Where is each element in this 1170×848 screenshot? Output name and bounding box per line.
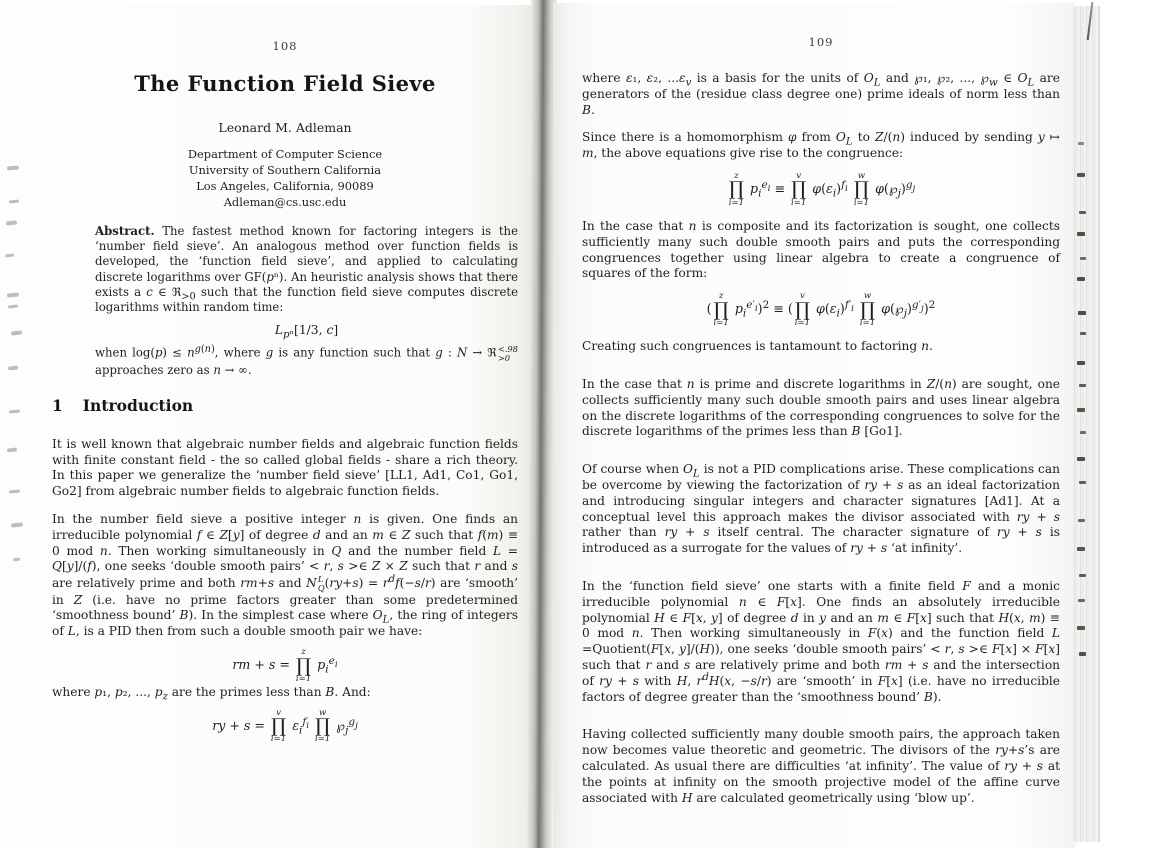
- fore-edge-ink-mark: [1079, 384, 1086, 387]
- fore-edge-ink-mark: [1078, 142, 1084, 145]
- affiliation-email: Adleman@cs.usc.edu: [223, 195, 347, 209]
- fore-edge-ink-mark: [1078, 599, 1085, 602]
- fore-edge-ink-mark: [1079, 652, 1086, 656]
- fore-edge-ink-mark: [1077, 457, 1085, 461]
- right-page-number: 109: [808, 35, 834, 49]
- fore-edge-ink-mark: [1079, 574, 1086, 577]
- equation-congruence: z ∏ i=1 $p_i^{e_i}$ ≡ v ∏ i=1 $\varphi(\varepsilon_i)^{f_i}$ w ∏ i=1 $\varphi(℘_j)^{g_j}$: [728, 170, 916, 208]
- left-page-number: 108: [272, 39, 298, 53]
- collected-pairs-paragraph: Having collected sufficiently many double smooth pairs, the approach taken now becomes value theoretic and geometric. The divisors of the ry+s’s are calculated. As usual there are difficulties ‘at infinity’. The value of ry + s at the points at infinity on the smooth projective model of the affine curve associated with H are calculated geometrically using ‘blow up’.: [582, 727, 1061, 805]
- intro-paragraph: It is well known that algebraic number fields and algebraic function fields with finite constant field - the so called global fields - share a rich theory. In this paper we generalize the ‘number field sieve’ [LL1, Ad1, Co1, Go1, Go2] from algebraic number fields to algebraic function fields.: [52, 436, 518, 499]
- units-basis-paragraph: where ε₁, ε₂, $...\varepsilon_v$ is a basis for the units of $O_L$ and ℘₁, ℘₂, ..., $℘_w$ ∈ $O_L$ are generators of the (residue class degree one) prime ideals of norm less than B.: [582, 71, 1060, 117]
- section-title: Introduction: [82, 395, 194, 415]
- primes-less-than-B-line: where p₁, p₂, ..., $p_z$ are the primes less than B. And:: [52, 685, 371, 703]
- fore-edge-ink-mark: [1077, 408, 1085, 412]
- equation-congruence-of-squares: ( z ∏ i=1 $p_i^{e'_i})^2$ ≡ ( v ∏ i=1 $\varphi(\varepsilon_i)^{f'_i}$ w ∏ i=1 $\varphi(℘_j)^{g'_j})^2$: [706, 291, 936, 328]
- right-page: [553, 3, 1075, 848]
- fore-edge-ink-mark: [1077, 232, 1085, 236]
- equation-rm-plus-s: rm + s = z ∏ i=1 $p_i^{e_i}$: [232, 647, 338, 684]
- right-page-column: [582, 3, 1060, 806]
- book-fore-edge: [1072, 6, 1100, 842]
- fore-edge-ink-mark: [1077, 173, 1085, 177]
- fore-edge-ink-mark: [1079, 211, 1086, 214]
- section-heading-introduction: [52, 396, 518, 415]
- fore-edge-ink-mark: [1078, 519, 1085, 522]
- abstract-runtime-formula: $L_{p^n}[1/3$, c]: [274, 323, 339, 341]
- pid-complications-paragraph: Of course when $O_L$ is not a PID complications arise. These complications can be overcome by viewing the factorization of ry + s as an ideal factorization and introducing singular integers and character signatures [Ad1]. At a conceptual level this approach makes the divisor associated with ry + s rather than ry + s itself central. The character signature of ry + s is introduced as a surrogate for the values of ry + s ‘at infinity’.: [582, 462, 1060, 556]
- fore-edge-ink-mark: [1077, 361, 1085, 365]
- author-name: Leonard M. Adleman: [218, 120, 352, 135]
- composite-case-paragraph: In the case that n is composite and its factorization is sought, one collects sufficiently many such double smooth pairs and puts the corresponding congruences together using linear algebra to create a congruence of squares of the form:: [582, 219, 1061, 281]
- abstract-paragraph: Abstract. The fastest method known for factoring integers is the ‘number field sieve’. An analogous method over function fields is developed, the ‘function field sieve’, and applied to calculating discrete logarithms over GF(pⁿ). An heuristic analysis shows that there exists a c ∈ ℜ$_{>0}$ such that the function field sieve computes discrete logarithms within random time:: [95, 224, 518, 315]
- affiliation-line: Department of Computer Science: [187, 147, 383, 161]
- fore-edge-ink-mark: [1080, 332, 1086, 335]
- affiliation-line: Los Angeles, California, 90089: [196, 179, 374, 193]
- fore-edge-ink-mark: [1079, 481, 1086, 484]
- number-field-sieve-paragraph: In the number field sieve a positive integer n is given. One finds an irreducible polynomial f ∈ Z[y] of degree d and an m ∈ Z such that f(m) ≡ 0 mod n. Then working simultaneously in Q and the number field L = Q[y]/(f), one seeks ‘double smooth pairs’ < r, s >∈ Z × Z such that r and s are relatively prime and both rm+s and N L Q $(ry+s) = r^df(-s/r)$ are ‘smooth’ in Z (i.e. have no prime factors greater than some predetermined ‘smoothness bound’ B). In the simplest case where $O_L$, the ring of integers of L, is a PID then from such a double smooth pair we have:: [52, 512, 519, 639]
- section-number: 1: [52, 395, 63, 415]
- fore-edge-ink-mark: [1080, 257, 1086, 260]
- equation-ry-plus-s: ry + s = v ∏ i=1 $\varepsilon_i^{f_i}$ w ∏ i=1 $℘_j^{g_j}$: [212, 707, 358, 745]
- homomorphism-paragraph: Since there is a homomorphism φ from $O_L$ to Z/(n) induced by sending y ↦ m, the above equations give rise to the congruence:: [582, 130, 1060, 161]
- fore-edge-ink-mark: [1078, 311, 1086, 315]
- paper-title: The Function Field Sieve: [134, 71, 436, 96]
- affiliation-line: University of Southern California: [188, 163, 382, 177]
- affiliation-block: [52, 146, 518, 210]
- left-page-column: [52, 5, 518, 746]
- fore-edge-ink-mark: [1080, 431, 1086, 434]
- fore-edge-ink-mark: [1077, 626, 1085, 630]
- abstract-tail-paragraph: when $\log(p) \le n^{g(n)}$, where g is any function such that g : N → ℜ <.98 >0 approaches zero as n → ∞.: [95, 344, 518, 377]
- prime-case-paragraph: In the case that n is prime and discrete logarithms in Z/(n) are sought, one collects sufficiently many such double smooth pairs and uses linear algebra on the discrete logarithms of the corresponding congruences to solve for the discrete logarithms of the primes less than B [Go1].: [582, 377, 1061, 439]
- tantamount-line: Creating such congruences is tantamount to factoring n.: [582, 339, 933, 354]
- fore-edge-ink-mark: [1077, 547, 1085, 551]
- left-page: [0, 5, 537, 848]
- function-field-sieve-paragraph: In the ‘function field sieve’ one starts with a finite field F and a monic irreducible polynomial n ∈ F[x]. One finds an absolutely irreducible polynomial H ∈ F[x, y] of degree d in y and an m ∈ F[x] such that H(x, m) ≡ 0 mod n. Then working simultaneously in F(x) and the function field L =Quotient(F[x, y]/(H)), one seeks ‘double smooth pairs’ < r, s >∈ F[x] × F[x] such that r and s are relatively prime and both rm + s and the intersection of ry + s with H, $r^dH(x$, −s/r) are ‘smooth’ in F[x] (i.e. have no irreducible factors of degree greater than the ‘smoothness bound’ B).: [582, 579, 1061, 704]
- fore-edge-ink-mark: [1077, 277, 1085, 281]
